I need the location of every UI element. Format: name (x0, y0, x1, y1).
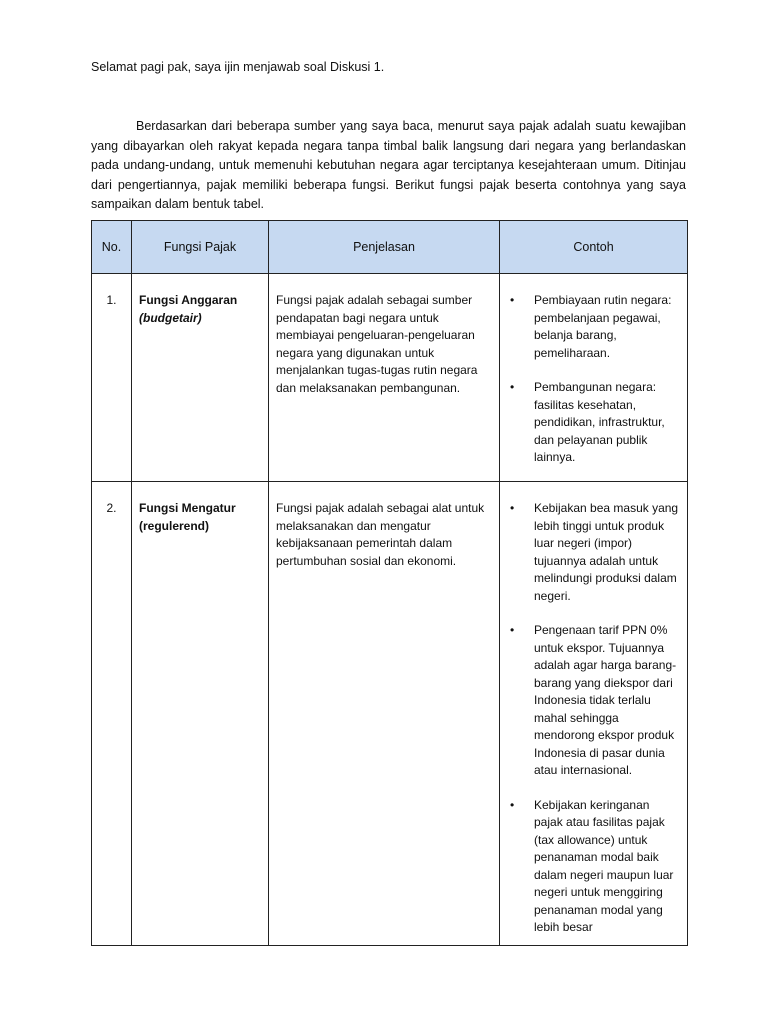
row-fungsi (132, 274, 269, 482)
list-item (510, 379, 680, 467)
fungsi-subtitle: (budgetair) (139, 310, 202, 325)
row-penjelasan: Fungsi pajak adalah sebagai alat untuk melaksanakan dan mengatur kebijaksanaan pemerintah dalam pertumbuhan sosial dan ekonomi. (269, 482, 500, 946)
row-number: 1. (92, 274, 132, 482)
bullet-icon: • (510, 293, 515, 307)
list-item-text: Pengenaan tarif PPN 0% untuk ekspor. Tujuannya adalah agar harga barang-barang yang diekspor dari Indonesia tidak terlalu mahal sehingga mendorong ekspor produk Indonesia di pasar dunia atau internasional. (534, 623, 677, 777)
header-no: No. (92, 221, 132, 274)
bullet-icon: • (510, 623, 515, 637)
list-item-text: Pembangunan negara: fasilitas kesehatan, pendidikan, infrastruktur, dan pelayanan publik lainnya. (534, 380, 665, 464)
contoh-list (507, 292, 680, 467)
greeting-text: Selamat pagi pak, saya ijin menjawab soal Diskusi 1. (91, 60, 385, 74)
tax-function-table (91, 220, 688, 946)
contoh-list (507, 500, 680, 937)
list-item (510, 500, 680, 605)
row-number: 2. (92, 482, 132, 946)
list-item-text: Kebijakan bea masuk yang lebih tinggi untuk produk luar negeri (impor) tujuannya adalah untuk melindungi produksi dalam negeri. (534, 501, 679, 603)
header-penjelasan: Penjelasan (269, 221, 500, 274)
table-row (92, 274, 688, 482)
bullet-icon: • (510, 380, 515, 394)
row-contoh (500, 482, 688, 946)
header-contoh: Contoh (500, 221, 688, 274)
list-item-text: Kebijakan keringanan pajak atau fasilitas pajak (tax allowance) untuk penanaman modal baik dalam negeri maupun luar negeri untuk menggiring penanaman modal yang lebih besar (534, 797, 674, 934)
table-row (92, 482, 688, 946)
list-item-text: Pembiayaan rutin negara: pembelanjaan pegawai, belanja barang, pemeliharaan. (534, 293, 672, 360)
fungsi-title: Fungsi Anggaran (139, 293, 238, 307)
bullet-icon: • (510, 501, 515, 515)
fungsi-subtitle: (regulerend) (139, 518, 210, 533)
table-header-row (92, 221, 688, 274)
header-fungsi: Fungsi Pajak (132, 221, 269, 274)
list-item (510, 797, 680, 937)
row-fungsi (132, 482, 269, 946)
list-item (510, 292, 680, 362)
bullet-icon: • (510, 797, 515, 812)
intro-paragraph: Berdasarkan dari beberapa sumber yang saya baca, menurut saya pajak adalah suatu kewajiban yang dibayarkan oleh rakyat kepada negara tanpa timbal balik langsung dari negara yang berlandaskan pada undang-undang, untuk memenuhi kebutuhan negara agar terciptanya kesejahteraan umum. Ditinjau dari pengertiannya, pajak memiliki beberapa fungsi. Berikut fungsi pajak beserta contohnya yang saya sampaikan dalam bentuk tabel. (91, 119, 686, 211)
row-penjelasan: Fungsi pajak adalah sebagai sumber pendapatan bagi negara untuk membiayai pengeluaran-pengeluaran negara yang digunakan untuk menjalankan tugas-tugas rutin negara dan melaksanakan pembangunan. (269, 274, 500, 482)
list-item (510, 622, 680, 780)
row-contoh (500, 274, 688, 482)
fungsi-title: Fungsi Mengatur (139, 501, 236, 515)
